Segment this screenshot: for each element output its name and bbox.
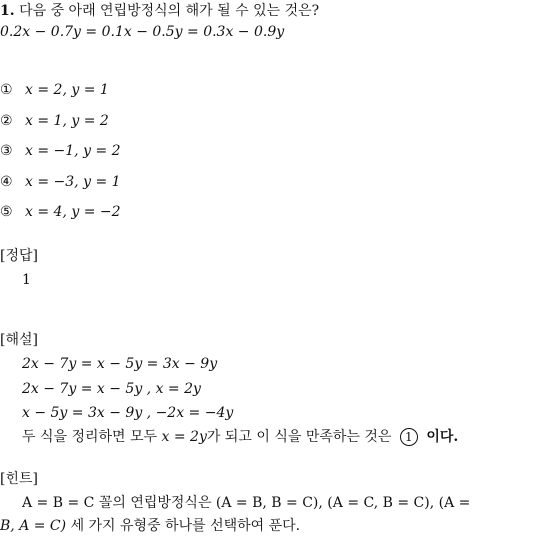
explanation-line-3: x − 5y = 3x − 9y , −2x = −4y [22, 405, 234, 421]
choice-text: x = −1, y = 2 [25, 143, 121, 159]
explanation-conclusion [22, 428, 458, 446]
choice-text: x = 2, y = 1 [25, 82, 109, 98]
question-equation: 0.2x − 0.7y = 0.1x − 0.5y = 0.3x − 0.9y [0, 24, 285, 40]
conclusion-pre: 두 식을 정리하면 모두 [22, 429, 158, 445]
choice-mark: ② [0, 113, 13, 129]
question-number: 1. [0, 3, 15, 19]
hint-label: [힌트] [0, 471, 38, 487]
choice-mark: ③ [0, 143, 13, 159]
conclusion-post: 이다. [426, 429, 459, 445]
choice-1[interactable] [0, 81, 109, 99]
answer-value: 1 [22, 272, 31, 288]
explanation-label: [해설] [0, 332, 38, 348]
question-text: 다음 중 아래 연립방정식의 해가 될 수 있는 것은? [19, 3, 320, 19]
hint-line-2-text: 세 가지 유형중 하나를 선택하여 푼다. [70, 518, 301, 534]
hint-line-1: A = B = C 꼴의 연립방정식은 (A = B, B = C), (A = C, B = C), (A = [22, 495, 471, 511]
choice-3[interactable] [0, 142, 121, 160]
hint-line-2-math: B, A = C) [0, 518, 67, 534]
conclusion-math: x = 2y [161, 429, 207, 445]
answer-label: [정답] [0, 248, 38, 264]
choice-text: x = 4, y = −2 [25, 204, 121, 220]
choice-2[interactable] [0, 112, 109, 130]
choice-mark: ① [0, 82, 13, 98]
conclusion-mid: 가 되고 이 식을 만족하는 것은 [206, 429, 392, 445]
choice-4[interactable] [0, 173, 121, 191]
circled-answer-icon: 1 [400, 428, 418, 446]
explanation-line-1: 2x − 7y = x − 5y = 3x − 9y [22, 356, 218, 372]
question-line [0, 2, 319, 20]
choice-text: x = 1, y = 2 [25, 113, 109, 129]
choice-mark: ⑤ [0, 204, 13, 220]
choice-5[interactable] [0, 203, 121, 221]
explanation-line-2: 2x − 7y = x − 5y , x = 2y [22, 381, 201, 397]
choice-mark: ④ [0, 174, 13, 190]
choice-text: x = −3, y = 1 [25, 174, 121, 190]
hint-line-2 [0, 517, 300, 535]
